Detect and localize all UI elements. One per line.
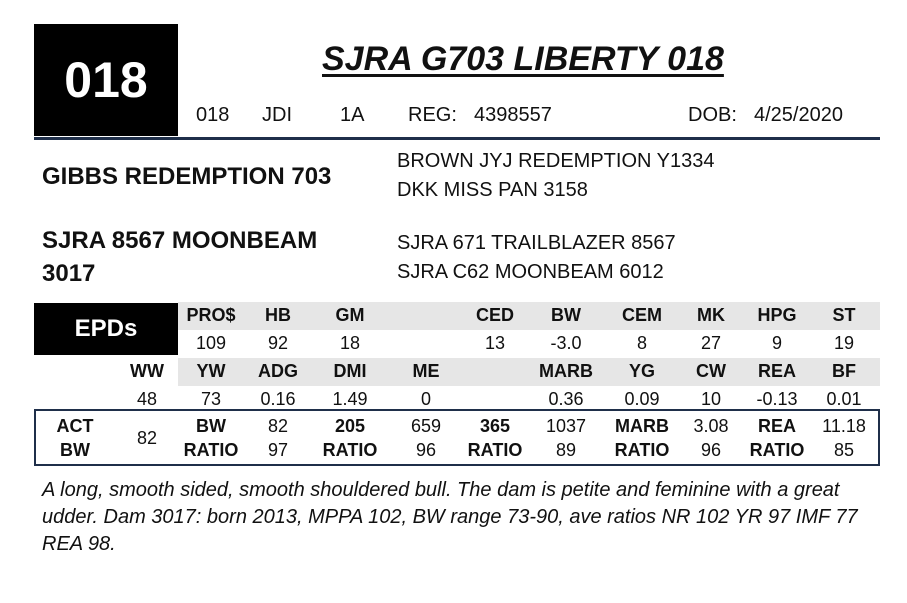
epd-label-pro: PRO$	[186, 305, 236, 325]
marb-ratio: 96	[700, 440, 722, 460]
tattoo: 018	[196, 104, 230, 126]
epd-label-marb: MARB	[539, 361, 593, 381]
w365-actual: 1037	[545, 416, 587, 436]
rea-label-bottom: RATIO	[749, 440, 805, 460]
description-note: A long, smooth sided, smooth shouldered bull. The dam is petite and feminine with a great udder. Dam 3017: born 2013, MPPA 102, BW range 73-90, ave ratios NR 102 YR 97 IMF 77 REA 98.	[42, 479, 858, 555]
epd-value-hpg: 9	[771, 333, 782, 353]
sire-sire: BROWN JYJ REDEMPTION Y1334	[397, 150, 715, 172]
epd-value-st: 19	[833, 333, 855, 353]
w365-label-top: 365	[479, 416, 511, 436]
epd-value-me: 0	[420, 389, 431, 409]
epd-value-pro: 109	[195, 333, 227, 353]
lot-number: 018	[34, 24, 178, 136]
epd-value-cw: 10	[700, 389, 722, 409]
epd-value-marb: 0.36	[548, 389, 584, 409]
w205-label-bottom: RATIO	[322, 440, 378, 460]
epd-label-cem: CEM	[622, 305, 662, 325]
epd-label-hpg: HPG	[757, 305, 797, 325]
act-label: ACT	[56, 416, 94, 436]
epd-value-hb: 92	[267, 333, 289, 353]
epd-label-me: ME	[412, 361, 440, 381]
epd-value-adg: 0.16	[260, 389, 296, 409]
epd-label-dmi: DMI	[333, 361, 367, 381]
epd-value-mk: 27	[700, 333, 722, 353]
reg-label: REG:	[408, 104, 457, 126]
epd-value-dmi: 1.49	[332, 389, 368, 409]
dam-sire: SJRA 671 TRAILBLAZER 8567	[397, 232, 676, 254]
tag-number: 1A	[340, 104, 365, 126]
sire-dam: DKK MISS PAN 3158	[397, 179, 588, 201]
dam-name-line1: SJRA 8567 MOONBEAM	[42, 227, 318, 254]
header-divider	[34, 137, 880, 140]
rea-label-top: REA	[757, 416, 796, 436]
epd-label-bw: BW	[551, 305, 581, 325]
owner-code: JDI	[262, 104, 292, 126]
bw-ratio-label-top: BW	[196, 416, 226, 436]
animal-name: SJRA G703 LIBERTY 018	[322, 40, 724, 78]
epd-value-yw: 73	[200, 389, 222, 409]
bw-ratio: 97	[267, 440, 289, 460]
bw-label: BW	[60, 440, 90, 460]
date-of-birth: 4/25/2020	[754, 104, 843, 126]
epd-value-ww: 48	[136, 389, 158, 409]
dam-name-line2: 3017	[42, 260, 96, 287]
epd-label-rea: REA	[757, 361, 796, 381]
epd-value-cem: 8	[636, 333, 647, 353]
marb-label-top: MARB	[615, 416, 669, 436]
epd-label-mk: MK	[697, 305, 725, 325]
bw-actual: 82	[267, 416, 289, 436]
epd-label: EPDs	[34, 303, 178, 355]
sire-name: GIBBS REDEMPTION 703	[42, 163, 332, 190]
epd-label-hb: HB	[265, 305, 291, 325]
epd-label-bf: BF	[832, 361, 856, 381]
epd-value-gm: 18	[339, 333, 361, 353]
epd-label-yw: YW	[196, 361, 226, 381]
bw-ratio-label-bottom: RATIO	[183, 440, 239, 460]
act-bw-value: 82	[136, 428, 158, 448]
epd-value-rea: -0.13	[756, 389, 798, 409]
epd-label-yg: YG	[628, 361, 655, 381]
w365-label-bottom: RATIO	[467, 440, 523, 460]
epd-label-ww: WW	[130, 361, 164, 381]
epd-value-yg: 0.09	[624, 389, 660, 409]
w365-ratio: 89	[555, 440, 577, 460]
registration-number: 4398557	[474, 104, 552, 126]
w205-ratio: 96	[415, 440, 437, 460]
epd-label-cw: CW	[696, 361, 726, 381]
epd-label-adg: ADG	[258, 361, 298, 381]
rea-ratio: 85	[833, 440, 855, 460]
w205-actual: 659	[410, 416, 442, 436]
epd-label-ced: CED	[475, 305, 514, 325]
dam-dam: SJRA C62 MOONBEAM 6012	[397, 261, 664, 283]
epd-label-st: ST	[832, 305, 856, 325]
epd-value-ced: 13	[484, 333, 506, 353]
marb-label-bottom: RATIO	[614, 440, 670, 460]
epd-value-bw: -3.0	[550, 333, 582, 353]
w205-label-top: 205	[334, 416, 366, 436]
rea-actual: 11.18	[822, 416, 866, 436]
dob-label: DOB:	[688, 104, 737, 126]
epd-value-bf: 0.01	[826, 389, 862, 409]
epd-label-gm: GM	[335, 305, 365, 325]
marb-actual: 3.08	[693, 416, 729, 436]
